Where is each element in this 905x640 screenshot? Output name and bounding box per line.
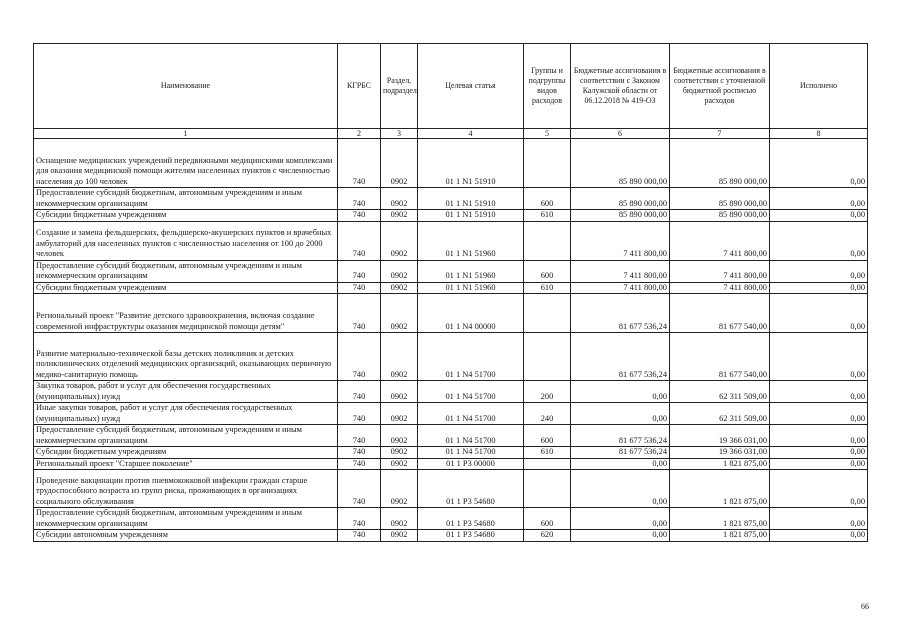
row-expense-group: 600 bbox=[524, 260, 571, 282]
column-number: 2 bbox=[338, 129, 381, 139]
column-number: 6 bbox=[571, 129, 670, 139]
table-row bbox=[34, 294, 868, 333]
header-section: Раздел, подраздел bbox=[381, 44, 418, 129]
row-revised-allocation: 81 677 540,00 bbox=[670, 294, 770, 333]
row-kgrbs: 740 bbox=[338, 221, 381, 260]
row-kgrbs: 740 bbox=[338, 333, 381, 381]
table-row bbox=[34, 381, 868, 403]
row-expense-group bbox=[524, 333, 571, 381]
row-expense-group bbox=[524, 221, 571, 260]
table-row bbox=[34, 260, 868, 282]
row-name: Закупка товаров, работ и услуг для обеспечения государственных (муниципальных) нужд bbox=[34, 381, 338, 403]
row-expense-group bbox=[524, 458, 571, 470]
row-target-article: 01 1 N4 51700 bbox=[418, 381, 524, 403]
row-name: Региональный проект "Развитие детского здравоохранения, включая создание современной инфраструктуры оказания медицинской помощи детям" bbox=[34, 294, 338, 333]
row-revised-allocation: 62 311 509,00 bbox=[670, 381, 770, 403]
header-kgrbs: КГРБС bbox=[338, 44, 381, 129]
table-header-row bbox=[34, 44, 868, 129]
row-revised-allocation: 85 890 000,00 bbox=[670, 188, 770, 210]
row-revised-allocation: 7 411 800,00 bbox=[670, 221, 770, 260]
row-target-article: 01 1 N1 51910 bbox=[418, 210, 524, 222]
row-section: 0902 bbox=[381, 294, 418, 333]
row-expense-group bbox=[524, 470, 571, 508]
row-target-article: 01 1 P3 00000 bbox=[418, 458, 524, 470]
row-expense-group: 620 bbox=[524, 530, 571, 542]
row-kgrbs: 740 bbox=[338, 139, 381, 188]
row-law-allocation: 0,00 bbox=[571, 458, 670, 470]
row-law-allocation: 0,00 bbox=[571, 470, 670, 508]
row-section: 0902 bbox=[381, 447, 418, 459]
row-expense-group bbox=[524, 294, 571, 333]
row-name: Предоставление субсидий бюджетным, автономным учреждениям и иным некоммерческим организациям bbox=[34, 188, 338, 210]
row-target-article: 01 1 P3 54680 bbox=[418, 470, 524, 508]
row-executed: 0,00 bbox=[770, 470, 868, 508]
row-target-article: 01 1 N4 51700 bbox=[418, 333, 524, 381]
budget-table bbox=[33, 43, 868, 542]
row-executed: 0,00 bbox=[770, 333, 868, 381]
row-section: 0902 bbox=[381, 333, 418, 381]
row-law-allocation: 81 677 536,24 bbox=[571, 294, 670, 333]
row-executed: 0,00 bbox=[770, 282, 868, 294]
header-executed: Исполнено bbox=[770, 44, 868, 129]
table-row bbox=[34, 458, 868, 470]
row-expense-group: 610 bbox=[524, 282, 571, 294]
table-row bbox=[34, 470, 868, 508]
row-executed: 0,00 bbox=[770, 188, 868, 210]
row-target-article: 01 1 N1 51910 bbox=[418, 188, 524, 210]
row-executed: 0,00 bbox=[770, 221, 868, 260]
row-name: Предоставление субсидий бюджетным, автономным учреждениям и иным некоммерческим организациям bbox=[34, 260, 338, 282]
row-kgrbs: 740 bbox=[338, 425, 381, 447]
row-expense-group: 610 bbox=[524, 210, 571, 222]
row-kgrbs: 740 bbox=[338, 458, 381, 470]
row-section: 0902 bbox=[381, 508, 418, 530]
row-revised-allocation: 7 411 800,00 bbox=[670, 260, 770, 282]
row-executed: 0,00 bbox=[770, 458, 868, 470]
column-number: 3 bbox=[381, 129, 418, 139]
row-target-article: 01 1 N1 51960 bbox=[418, 221, 524, 260]
row-law-allocation: 85 890 000,00 bbox=[571, 139, 670, 188]
row-kgrbs: 740 bbox=[338, 210, 381, 222]
row-name: Субсидии бюджетным учреждениям bbox=[34, 447, 338, 459]
row-name: Иные закупки товаров, работ и услуг для обеспечения государственных (муниципальных) нужд bbox=[34, 403, 338, 425]
column-number: 7 bbox=[670, 129, 770, 139]
row-expense-group: 240 bbox=[524, 403, 571, 425]
row-revised-allocation: 1 821 875,00 bbox=[670, 458, 770, 470]
header-name: Наименование bbox=[34, 44, 338, 129]
row-executed: 0,00 bbox=[770, 403, 868, 425]
row-kgrbs: 740 bbox=[338, 470, 381, 508]
row-section: 0902 bbox=[381, 221, 418, 260]
row-section: 0902 bbox=[381, 282, 418, 294]
row-name: Предоставление субсидий бюджетным, автономным учреждениям и иным некоммерческим организациям bbox=[34, 508, 338, 530]
row-kgrbs: 740 bbox=[338, 447, 381, 459]
row-name: Создание и замена фельдшерских, фельдшерско-акушерских пунктов и врачебных амбулаторий для населенных пунктов с численностью населения от 100 до 2000 человек bbox=[34, 221, 338, 260]
header-revised-allocation: Бюджетные ассигнования в соответствии с уточненной бюджетной росписью расходов bbox=[670, 44, 770, 129]
column-number: 1 bbox=[34, 129, 338, 139]
row-kgrbs: 740 bbox=[338, 294, 381, 333]
row-executed: 0,00 bbox=[770, 447, 868, 459]
column-number: 4 bbox=[418, 129, 524, 139]
row-law-allocation: 81 677 536,24 bbox=[571, 447, 670, 459]
table-row bbox=[34, 139, 868, 188]
row-kgrbs: 740 bbox=[338, 188, 381, 210]
row-target-article: 01 1 N4 51700 bbox=[418, 447, 524, 459]
row-law-allocation: 0,00 bbox=[571, 381, 670, 403]
row-law-allocation: 7 411 800,00 bbox=[571, 282, 670, 294]
row-expense-group bbox=[524, 139, 571, 188]
row-law-allocation: 81 677 536,24 bbox=[571, 425, 670, 447]
row-executed: 0,00 bbox=[770, 139, 868, 188]
header-law-allocation: Бюджетные ассигнования в соответствии с Законом Калужской области от 06.12.2018 № 419-ОЗ bbox=[571, 44, 670, 129]
row-expense-group: 200 bbox=[524, 381, 571, 403]
row-revised-allocation: 85 890 000,00 bbox=[670, 139, 770, 188]
row-section: 0902 bbox=[381, 139, 418, 188]
row-kgrbs: 740 bbox=[338, 260, 381, 282]
table-row bbox=[34, 221, 868, 260]
row-target-article: 01 1 N1 51910 bbox=[418, 139, 524, 188]
table-body bbox=[34, 139, 868, 542]
column-number: 8 bbox=[770, 129, 868, 139]
column-number-row bbox=[34, 129, 868, 139]
row-law-allocation: 81 677 536,24 bbox=[571, 333, 670, 381]
row-name: Субсидии автономным учреждениям bbox=[34, 530, 338, 542]
row-law-allocation: 7 411 800,00 bbox=[571, 221, 670, 260]
row-name: Развитие материально-технической базы детских поликлиник и детских поликлинических отделений медицинских организаций, оказывающих первичную медико-санитарную помощь bbox=[34, 333, 338, 381]
row-target-article: 01 1 N4 00000 bbox=[418, 294, 524, 333]
row-expense-group: 610 bbox=[524, 447, 571, 459]
table-row bbox=[34, 282, 868, 294]
row-target-article: 01 1 N4 51700 bbox=[418, 403, 524, 425]
row-executed: 0,00 bbox=[770, 260, 868, 282]
table-row bbox=[34, 508, 868, 530]
row-target-article: 01 1 P3 54680 bbox=[418, 508, 524, 530]
row-section: 0902 bbox=[381, 403, 418, 425]
table-row bbox=[34, 447, 868, 459]
table-row bbox=[34, 530, 868, 542]
row-revised-allocation: 1 821 875,00 bbox=[670, 530, 770, 542]
row-name: Субсидии бюджетным учреждениям bbox=[34, 210, 338, 222]
row-revised-allocation: 62 311 509,00 bbox=[670, 403, 770, 425]
row-revised-allocation: 19 366 031,00 bbox=[670, 425, 770, 447]
row-kgrbs: 740 bbox=[338, 403, 381, 425]
row-law-allocation: 0,00 bbox=[571, 508, 670, 530]
row-name: Предоставление субсидий бюджетным, автономным учреждениям и иным некоммерческим организациям bbox=[34, 425, 338, 447]
row-name: Проведение вакцинации против пневмококковой инфекции граждан старше трудоспособного возраста из групп риска, проживающих в организациях социального обслуживания bbox=[34, 470, 338, 508]
row-executed: 0,00 bbox=[770, 381, 868, 403]
row-section: 0902 bbox=[381, 458, 418, 470]
row-target-article: 01 1 P3 54680 bbox=[418, 530, 524, 542]
row-expense-group: 600 bbox=[524, 508, 571, 530]
header-expense-group: Группы и подгруппы видов расходов bbox=[524, 44, 571, 129]
table-row bbox=[34, 210, 868, 222]
header-target-article: Целевая статья bbox=[418, 44, 524, 129]
table-row bbox=[34, 403, 868, 425]
table-row bbox=[34, 188, 868, 210]
row-section: 0902 bbox=[381, 381, 418, 403]
row-revised-allocation: 85 890 000,00 bbox=[670, 210, 770, 222]
row-executed: 0,00 bbox=[770, 530, 868, 542]
row-target-article: 01 1 N4 51700 bbox=[418, 425, 524, 447]
row-section: 0902 bbox=[381, 425, 418, 447]
row-expense-group: 600 bbox=[524, 425, 571, 447]
page-number: 66 bbox=[861, 602, 869, 611]
row-executed: 0,00 bbox=[770, 425, 868, 447]
row-revised-allocation: 1 821 875,00 bbox=[670, 470, 770, 508]
row-law-allocation: 0,00 bbox=[571, 403, 670, 425]
row-section: 0902 bbox=[381, 260, 418, 282]
row-revised-allocation: 81 677 540,00 bbox=[670, 333, 770, 381]
row-section: 0902 bbox=[381, 188, 418, 210]
table-row bbox=[34, 333, 868, 381]
row-kgrbs: 740 bbox=[338, 381, 381, 403]
row-section: 0902 bbox=[381, 470, 418, 508]
row-law-allocation: 85 890 000,00 bbox=[571, 188, 670, 210]
row-name: Субсидии бюджетным учреждениям bbox=[34, 282, 338, 294]
row-law-allocation: 7 411 800,00 bbox=[571, 260, 670, 282]
row-revised-allocation: 19 366 031,00 bbox=[670, 447, 770, 459]
row-target-article: 01 1 N1 51960 bbox=[418, 260, 524, 282]
row-executed: 0,00 bbox=[770, 508, 868, 530]
row-kgrbs: 740 bbox=[338, 530, 381, 542]
row-revised-allocation: 1 821 875,00 bbox=[670, 508, 770, 530]
row-section: 0902 bbox=[381, 530, 418, 542]
row-name: Региональный проект "Старшее поколение" bbox=[34, 458, 338, 470]
row-name: Оснащение медицинских учреждений передвижными медицинскими комплексами для оказания медицинской помощи жителям населенных пунктов с численностью населения до 100 человек bbox=[34, 139, 338, 188]
row-law-allocation: 85 890 000,00 bbox=[571, 210, 670, 222]
row-revised-allocation: 7 411 800,00 bbox=[670, 282, 770, 294]
table-row bbox=[34, 425, 868, 447]
column-number: 5 bbox=[524, 129, 571, 139]
row-target-article: 01 1 N1 51960 bbox=[418, 282, 524, 294]
row-kgrbs: 740 bbox=[338, 282, 381, 294]
row-section: 0902 bbox=[381, 210, 418, 222]
row-kgrbs: 740 bbox=[338, 508, 381, 530]
row-executed: 0,00 bbox=[770, 210, 868, 222]
row-law-allocation: 0,00 bbox=[571, 530, 670, 542]
row-expense-group: 600 bbox=[524, 188, 571, 210]
row-executed: 0,00 bbox=[770, 294, 868, 333]
